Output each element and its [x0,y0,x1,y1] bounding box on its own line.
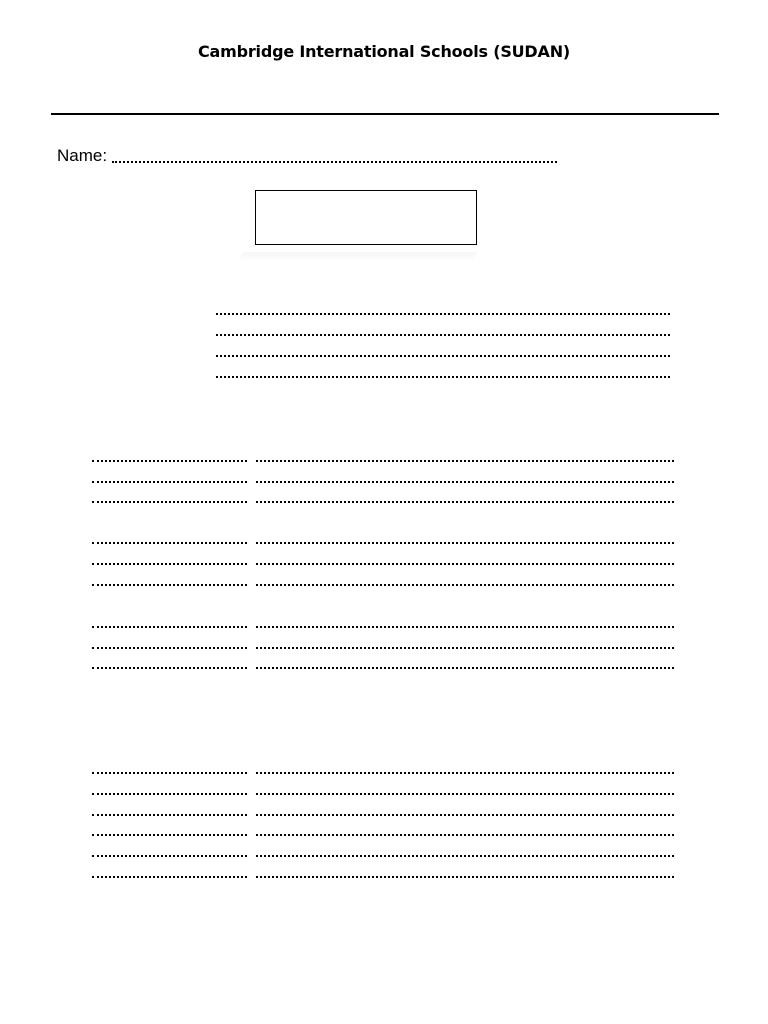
right-blank[interactable] [256,542,674,544]
left-blank[interactable] [92,460,247,462]
right-blank[interactable] [256,460,674,462]
answer-line[interactable] [216,334,670,336]
header-divider [51,113,719,115]
right-blank[interactable] [256,814,674,816]
left-blank[interactable] [92,647,247,649]
right-blank[interactable] [256,481,674,483]
right-blank[interactable] [256,855,674,857]
left-blank[interactable] [92,542,247,544]
empty-box[interactable] [255,190,477,245]
left-blank[interactable] [92,501,247,503]
answer-line[interactable] [216,355,670,357]
left-blank[interactable] [92,626,247,628]
answer-line[interactable] [216,313,670,315]
right-blank[interactable] [256,626,674,628]
name-entry-line[interactable] [112,161,557,163]
name-label: Name: [57,146,108,165]
document-title: Cambridge International Schools (SUDAN) [197,42,570,61]
left-blank[interactable] [92,563,247,565]
right-blank[interactable] [256,834,674,836]
right-blank[interactable] [256,667,674,669]
left-blank[interactable] [92,814,247,816]
box-shadow [237,252,478,262]
right-blank[interactable] [256,876,674,878]
left-blank[interactable] [92,584,247,586]
left-blank[interactable] [92,793,247,795]
answer-line[interactable] [216,376,670,378]
right-blank[interactable] [256,584,674,586]
left-blank[interactable] [92,772,247,774]
left-blank[interactable] [92,667,247,669]
left-blank[interactable] [92,834,247,836]
left-blank[interactable] [92,481,247,483]
left-blank[interactable] [92,876,247,878]
right-blank[interactable] [256,772,674,774]
right-blank[interactable] [256,793,674,795]
left-blank[interactable] [92,855,247,857]
right-blank[interactable] [256,647,674,649]
right-blank[interactable] [256,563,674,565]
right-blank[interactable] [256,501,674,503]
